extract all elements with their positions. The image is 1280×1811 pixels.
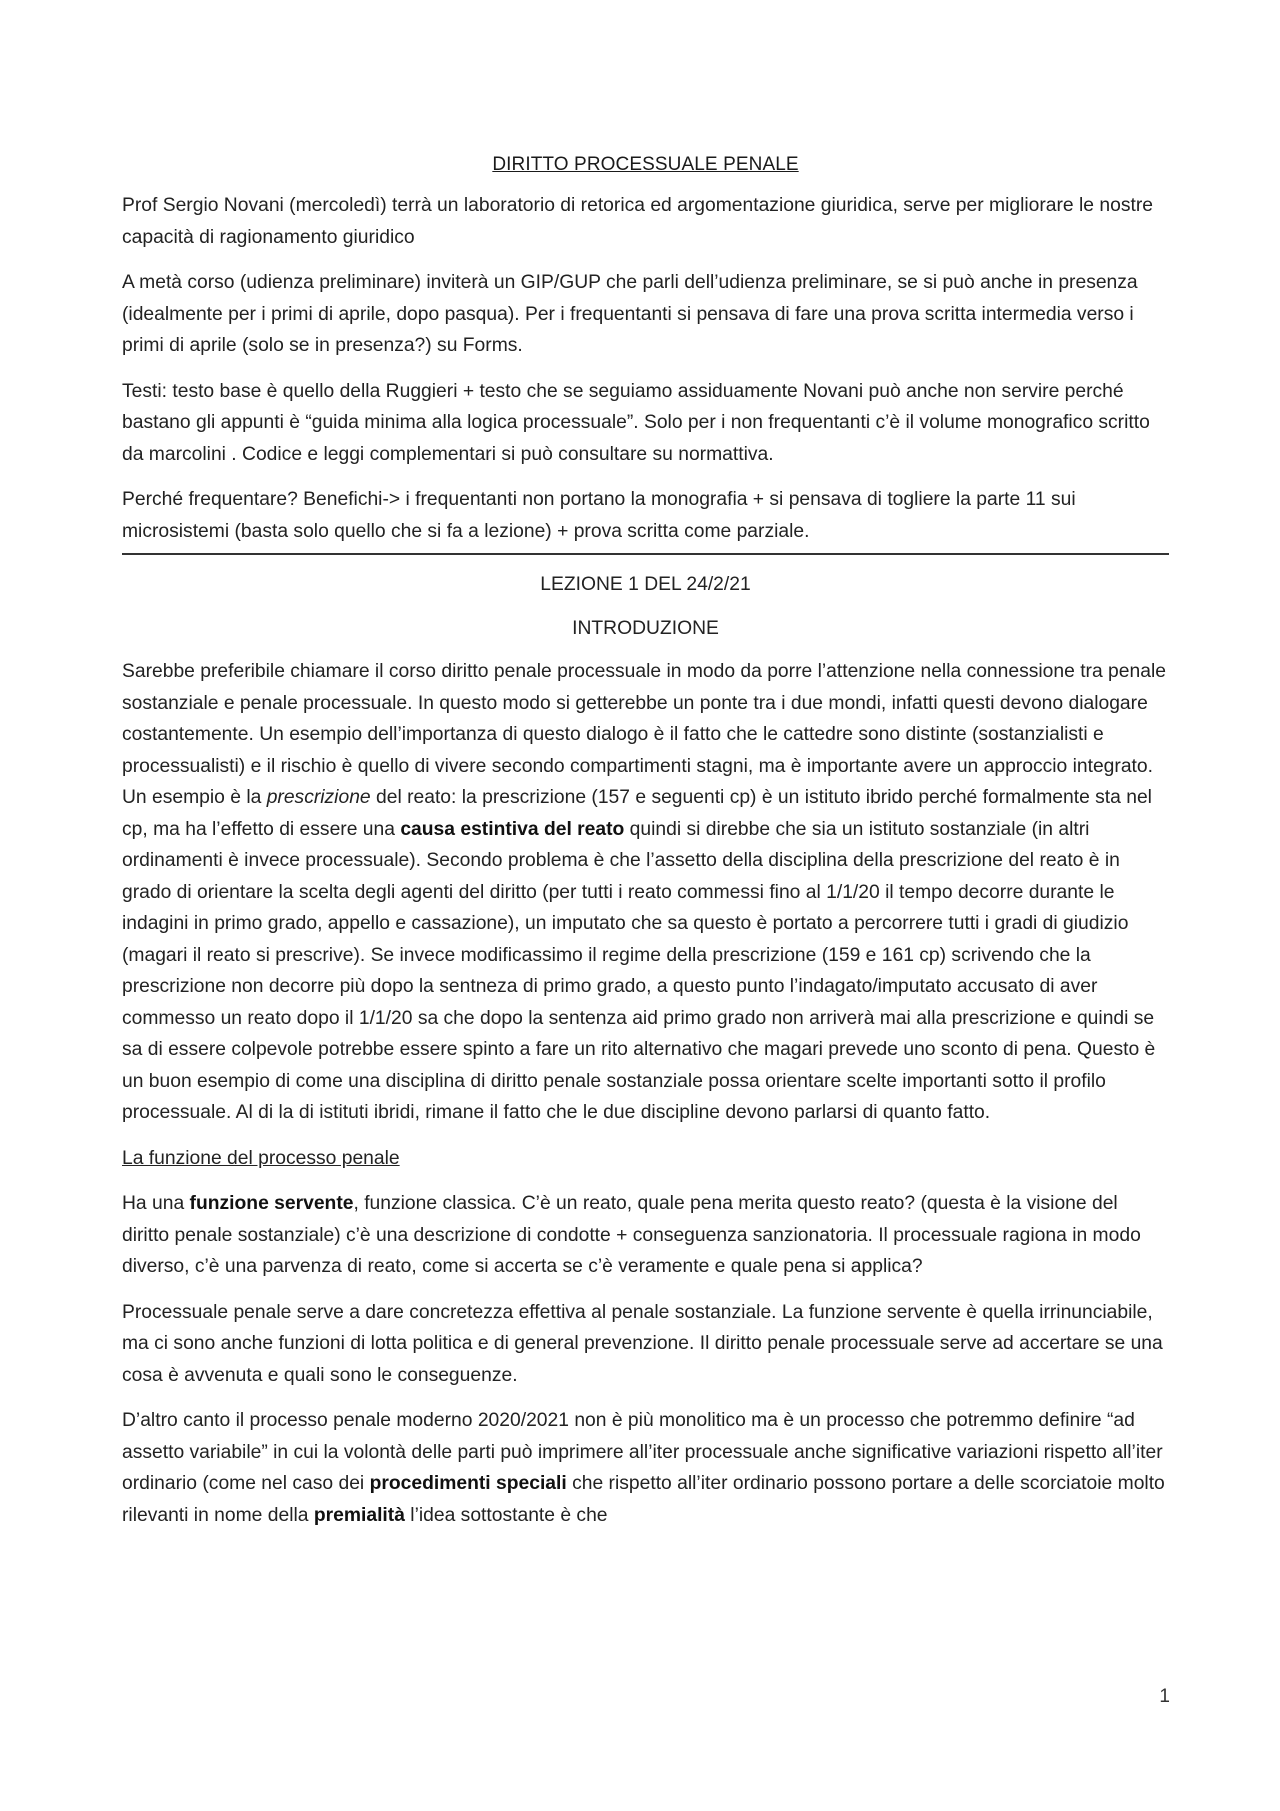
lesson-paragraph-1 xyxy=(122,656,1169,1129)
bold-term-funzione-servente: funzione servente xyxy=(189,1193,354,1214)
text-span: l’idea sottostante è che xyxy=(404,1504,608,1526)
section-title: La funzione del processo penale xyxy=(122,1147,400,1169)
text-span: D’altro canto il processo penale moderno 2020/2021 non è più monolitico ma è un processo che potremmo definire “ad assetto variabile” in cui la volontà delle parti può imprimere all’iter processuale anche significative variazioni rispetto all’iter ordinario (come nel caso dei xyxy=(122,1410,1163,1494)
lesson-subheading: INTRODUZIONE xyxy=(572,617,719,639)
text-span: del reato: la prescrizione (157 e seguenti cp) è un istituto ibrido perché formalmente sta nel cp, ma ha l’effetto di essere una xyxy=(122,787,1152,840)
italic-term-prescrizione: prescrizione xyxy=(266,787,371,808)
text-span: Sarebbe preferibile chiamare il corso diritto penale processuale in modo da porre l’attenzione nella connessione tra penale sostanziale e penale processuale. In questo modo si getterebbe un ponte tra i due mondi, infatti questi devono dialogare costantemente. Un esempio dell’importanza di questo dialogo è il fatto che le cattedre sono distinte (sostanzialisti e processualisti) e il rischio è quello di vivere secondo compartimenti stagni, ma è importante avere un approccio integrato. Un esempio è la xyxy=(122,661,1166,808)
document-page xyxy=(122,150,1169,1545)
intro-paragraph-4: Perché frequentare? Benefichi-> i frequentanti non portano la monografia + si pensava di togliere la parte 11 sui microsistemi (basta solo quello che si fa a lezione) + prova scritta come parziale. xyxy=(122,489,1076,542)
lesson-paragraph-2 xyxy=(122,1188,1169,1283)
lesson-heading: LEZIONE 1 DEL 24/2/21 xyxy=(540,574,751,595)
intro-paragraph-1: Prof Sergio Novani (mercoledì) terrà un laboratorio di retorica ed argomentazione giuridica, serve per migliorare le nostre capacità di ragionamento giuridico xyxy=(122,195,1153,248)
bold-term-premialita: premialità xyxy=(313,1504,405,1526)
lesson-paragraph-4 xyxy=(122,1405,1169,1531)
lesson-paragraph-3: Processuale penale serve a dare concretezza effettiva al penale sostanziale. La funzione servente è quella irrinunciabile, ma ci sono anche funzioni di lotta politica e di general prevenzione. Il diritto penale processuale serve ad accertare se una cosa è avvenuta e quali sono le conseguenze. xyxy=(122,1301,1163,1386)
intro-paragraph-2: A metà corso (udienza preliminare) inviterà un GIP/GUP che parli dell’udienza preliminare, se si può anche in presenza (idealmente per i primi di aprile, dopo pasqua). Per i frequentanti si pensava di fare una prova scritta intermedia verso i primi di aprile (solo se in presenza?) su Forms. xyxy=(122,272,1138,356)
text-span: , funzione classica. C’è un reato, quale pena merita questo reato? (questa è la visione del diritto penale sostanziale) c’è una descrizione di condotte + conseguenza sanzionatoria. Il processuale ragiona in modo diverso, c’è una parvenza di reato, come si accerta se c’è veramente e quale pena si applica? xyxy=(122,1193,1141,1277)
text-span: che rispetto all’iter ordinario possono portare a delle scorciatoie molto rilevanti in nome della xyxy=(122,1473,1165,1526)
page-number: 1 xyxy=(1159,1686,1170,1707)
text-span: quindi si direbbe che sia un istituto sostanziale (in altri ordinamenti è invece processuale). Secondo problema è che l’assetto della disciplina della prescrizione del reato è in grado di orientare la scelta degli agenti del diritto (per tutti i reato commessi fino al 1/1/20 il tempo decorre durante le indagini in primo grado, appello e cassazione), un imputato che sa questo è portato a percorrere tutti i gradi di giudizio (magari il reato si prescrive). Se invece modificassimo il regime della prescrizione (159 e 161 cp) scrivendo che la prescrizione non decorre più dopo la sentneza di primo grado, a questo punto l’indagato/imputato accusato di aver commesso un reato dopo il 1/1/20 sa che dopo la sentenza aid primo grado non arriverà mai alla prescrizione e quindi se sa di essere colpevole potrebbe essere spinto a fare un rito alternativo che magari prevede uno sconto di pena. Questo è un buon esempio di come una disciplina di diritto penale sostanziale possa orientare scelte importanti sotto il profilo processuale. Al di la di istituti ibridi, rimane il fatto che le due discipline devono parlarsi di quanto fatto. xyxy=(122,818,1156,1123)
intro-paragraph-3: Testi: testo base è quello della Ruggieri + testo che se seguiamo assiduamente Novani può anche non servire perché bastano gli appunti è “guida minima alla logica processuale”. Solo per i non frequentanti c’è il volume monografico scritto da marcolini . Codice e leggi complementari si può consultare su normattiva. xyxy=(122,380,1150,465)
document-title: DIRITTO PROCESSUALE PENALE xyxy=(492,154,799,175)
section-divider xyxy=(122,553,1169,555)
bold-term-causa-estintiva: causa estintiva del reato xyxy=(400,818,625,840)
text-span: Ha una xyxy=(122,1193,190,1214)
bold-term-procedimenti-speciali: procedimenti speciali xyxy=(369,1473,567,1494)
